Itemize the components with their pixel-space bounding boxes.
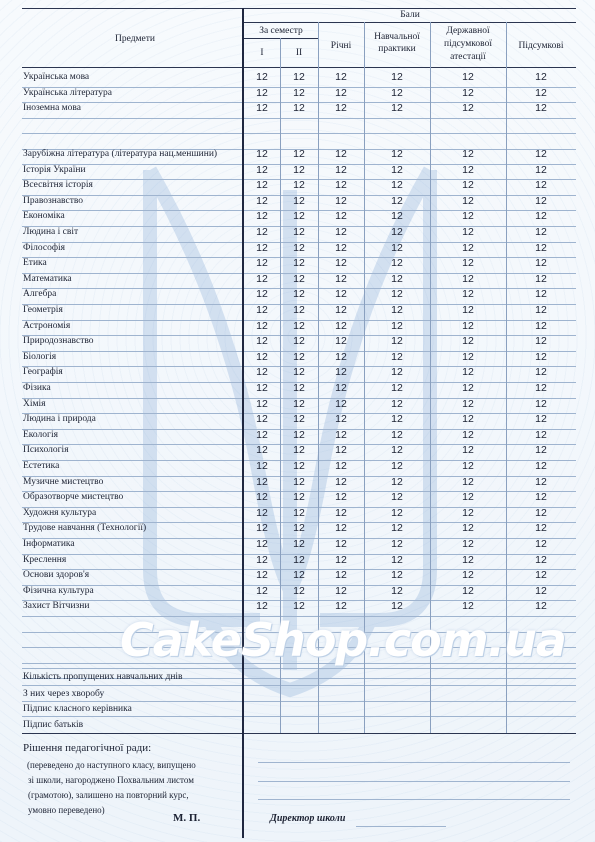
score-cell: 12 xyxy=(462,257,474,270)
score-cell: 12 xyxy=(256,179,268,192)
score-cell: 12 xyxy=(535,288,547,301)
score-cell: 12 xyxy=(256,288,268,301)
subject-name: Природознавство xyxy=(23,336,94,347)
header-bottom-rule xyxy=(22,67,576,68)
score-cell: 12 xyxy=(293,102,305,115)
score-cell: 12 xyxy=(293,522,305,535)
score-cell: 12 xyxy=(391,428,403,441)
subject-name: Всесвітня історія xyxy=(23,180,93,191)
subject-name: Астрономія xyxy=(23,320,71,331)
decision-line-1: (переведено до наступного класу, випущено xyxy=(27,760,196,770)
score-cell: 12 xyxy=(335,475,347,488)
score-cell: 12 xyxy=(535,241,547,254)
subject-name: Фізична культура xyxy=(23,585,94,596)
score-cell: 12 xyxy=(335,428,347,441)
score-cell: 12 xyxy=(335,600,347,613)
subject-name: Етика xyxy=(23,258,47,269)
score-cell: 12 xyxy=(535,163,547,176)
subject-name: Філософія xyxy=(23,242,66,253)
score-cell: 12 xyxy=(535,584,547,597)
score-cell: 12 xyxy=(335,522,347,535)
subject-name: Психологія xyxy=(23,445,69,456)
score-cell: 12 xyxy=(462,506,474,519)
score-cell: 12 xyxy=(335,241,347,254)
score-cell: 12 xyxy=(462,102,474,115)
score-cell: 12 xyxy=(335,382,347,394)
score-cell: 12 xyxy=(462,241,474,254)
score-cell: 12 xyxy=(462,584,474,597)
score-cell: 12 xyxy=(391,102,403,115)
score-cell: 12 xyxy=(535,86,547,99)
score-cell: 12 xyxy=(391,71,403,83)
score-cell: 12 xyxy=(391,553,403,566)
score-cell: 12 xyxy=(535,366,547,379)
row-rule xyxy=(22,118,576,119)
score-cell: 12 xyxy=(256,382,268,394)
score-cell: 12 xyxy=(256,366,268,379)
header-state-2: підсумкової xyxy=(444,39,492,49)
score-cell: 12 xyxy=(256,272,268,285)
score-cell: 12 xyxy=(256,194,268,207)
score-cell: 12 xyxy=(535,475,547,488)
score-cell: 12 xyxy=(293,304,305,316)
score-cell: 12 xyxy=(462,319,474,332)
score-cell: 12 xyxy=(335,350,347,363)
header-scores: Бали xyxy=(400,10,420,20)
subject-name: Історія України xyxy=(23,164,86,175)
footer-teacher-signature: Підпис класного керівника xyxy=(23,704,132,714)
score-cell: 12 xyxy=(256,257,268,270)
watermark-text: CakeShop.com.ua xyxy=(120,613,566,667)
score-cell: 12 xyxy=(256,600,268,613)
footer-missed-days: Кількість пропущених навчальних днів xyxy=(23,672,183,682)
decision-line-3: (грамотою), залишено на повторний курс, xyxy=(28,790,189,800)
footer-parent-signature: Підпис батьків xyxy=(23,720,84,730)
score-cell: 12 xyxy=(462,272,474,285)
score-cell: 12 xyxy=(535,148,547,160)
header-annual: Річні xyxy=(330,41,352,51)
score-cell: 12 xyxy=(391,522,403,535)
score-cell: 12 xyxy=(256,506,268,519)
subject-name: Естетика xyxy=(23,461,60,471)
subject-name: Правознавство xyxy=(23,195,84,206)
header-semester: За семестр xyxy=(259,26,303,36)
score-cell: 12 xyxy=(335,226,347,238)
score-cell: 12 xyxy=(462,194,474,207)
score-cell: 12 xyxy=(391,194,403,207)
score-cell: 12 xyxy=(256,569,268,582)
score-cell: 12 xyxy=(391,584,403,597)
score-cell: 12 xyxy=(293,335,305,348)
footer-sick-days: З них через хворобу xyxy=(23,689,105,699)
score-cell: 12 xyxy=(293,475,305,488)
score-cell: 12 xyxy=(256,413,268,426)
score-cell: 12 xyxy=(535,397,547,410)
score-cell: 12 xyxy=(462,148,474,160)
score-cell: 12 xyxy=(535,382,547,394)
score-cell: 12 xyxy=(335,506,347,519)
stamp-label: М. П. xyxy=(173,812,201,824)
score-cell: 12 xyxy=(256,428,268,441)
score-cell: 12 xyxy=(335,257,347,270)
score-cell: 12 xyxy=(462,179,474,192)
row-rule xyxy=(22,701,576,702)
score-cell: 12 xyxy=(535,272,547,285)
header-semester-rule xyxy=(244,38,318,39)
score-cell: 12 xyxy=(293,428,305,441)
score-cell: 12 xyxy=(293,163,305,176)
score-cell: 12 xyxy=(462,304,474,316)
score-cell: 12 xyxy=(256,397,268,410)
score-cell: 12 xyxy=(335,272,347,285)
subject-name: Алгебра xyxy=(23,289,57,300)
score-cell: 12 xyxy=(335,194,347,207)
score-cell: 12 xyxy=(535,538,547,550)
score-cell: 12 xyxy=(335,335,347,348)
score-cell: 12 xyxy=(391,569,403,582)
subject-name: Біологія xyxy=(23,351,57,362)
score-cell: 12 xyxy=(335,163,347,176)
score-cell: 12 xyxy=(256,226,268,238)
score-cell: 12 xyxy=(535,553,547,566)
subject-name: Образотворче мистецтво xyxy=(23,492,124,503)
score-cell: 12 xyxy=(293,210,305,223)
score-cell: 12 xyxy=(391,241,403,254)
score-cell: 12 xyxy=(391,86,403,99)
subject-name: Хімія xyxy=(23,398,46,409)
score-cell: 12 xyxy=(256,475,268,488)
header-sem2: II xyxy=(295,48,303,58)
score-cell: 12 xyxy=(256,86,268,99)
subject-name: Фізика xyxy=(23,383,51,393)
score-cell: 12 xyxy=(535,194,547,207)
score-cell: 12 xyxy=(391,257,403,270)
score-cell: 12 xyxy=(462,86,474,99)
score-cell: 12 xyxy=(535,210,547,223)
decision-line-2: зі школи, нагороджено Похвальним листом xyxy=(28,775,194,785)
score-cell: 12 xyxy=(535,491,547,504)
header-state-3: атестації xyxy=(450,52,486,62)
score-cell: 12 xyxy=(462,600,474,613)
subject-name: Трудове навчання (Технології) xyxy=(23,523,147,534)
subject-name: Зарубіжна література (література нац.меншини) xyxy=(23,149,218,159)
score-cell: 12 xyxy=(293,226,305,238)
score-cell: 12 xyxy=(462,71,474,83)
score-cell: 12 xyxy=(335,148,347,160)
score-cell: 12 xyxy=(462,522,474,535)
score-cell: 12 xyxy=(293,319,305,332)
score-cell: 12 xyxy=(335,460,347,472)
score-cell: 12 xyxy=(462,460,474,472)
score-cell: 12 xyxy=(391,350,403,363)
score-cell: 12 xyxy=(256,304,268,316)
header-practice-1: Навчальної xyxy=(374,32,420,42)
score-cell: 12 xyxy=(535,319,547,332)
score-cell: 12 xyxy=(293,148,305,160)
score-cell: 12 xyxy=(256,335,268,348)
score-cell: 12 xyxy=(462,397,474,410)
score-cell: 12 xyxy=(256,71,268,83)
score-cell: 12 xyxy=(293,288,305,301)
score-cell: 12 xyxy=(462,226,474,238)
score-cell: 12 xyxy=(293,491,305,504)
score-cell: 12 xyxy=(462,491,474,504)
score-cell: 12 xyxy=(335,71,347,83)
score-cell: 12 xyxy=(335,413,347,426)
header-practice-2: практики xyxy=(378,44,416,54)
score-cell: 12 xyxy=(256,460,268,472)
subject-name: Художня культура xyxy=(23,507,97,518)
score-cell: 12 xyxy=(335,444,347,457)
score-cell: 12 xyxy=(293,241,305,254)
score-cell: 12 xyxy=(462,569,474,582)
score-cell: 12 xyxy=(462,366,474,379)
score-cell: 12 xyxy=(462,335,474,348)
score-cell: 12 xyxy=(293,413,305,426)
score-cell: 12 xyxy=(256,584,268,597)
score-cell: 12 xyxy=(391,163,403,176)
score-cell: 12 xyxy=(256,148,268,160)
score-cell: 12 xyxy=(335,319,347,332)
subject-name: Екологія xyxy=(23,429,58,440)
table-bottom-rule xyxy=(22,733,576,734)
score-cell: 12 xyxy=(391,506,403,519)
score-cell: 12 xyxy=(335,538,347,550)
decision-line xyxy=(258,781,570,782)
score-cell: 12 xyxy=(535,179,547,192)
score-cell: 12 xyxy=(335,210,347,223)
score-cell: 12 xyxy=(462,538,474,550)
score-cell: 12 xyxy=(391,413,403,426)
score-cell: 12 xyxy=(293,538,305,550)
subject-name: Математика xyxy=(23,273,72,284)
score-cell: 12 xyxy=(293,569,305,582)
subject-name: Захист Вітчизни xyxy=(23,601,90,612)
score-cell: 12 xyxy=(335,584,347,597)
score-cell: 12 xyxy=(462,210,474,223)
score-cell: 12 xyxy=(535,335,547,348)
header-subjects: Предмети xyxy=(115,34,155,44)
score-cell: 12 xyxy=(256,102,268,115)
score-cell: 12 xyxy=(462,428,474,441)
score-cell: 12 xyxy=(391,210,403,223)
score-cell: 12 xyxy=(293,86,305,99)
score-cell: 12 xyxy=(293,382,305,394)
score-cell: 12 xyxy=(391,491,403,504)
score-cell: 12 xyxy=(391,460,403,472)
score-cell: 12 xyxy=(462,475,474,488)
score-cell: 12 xyxy=(391,538,403,550)
score-cell: 12 xyxy=(535,304,547,316)
score-cell: 12 xyxy=(256,553,268,566)
director-signature-line xyxy=(356,826,446,827)
score-cell: 12 xyxy=(256,491,268,504)
score-cell: 12 xyxy=(391,397,403,410)
score-cell: 12 xyxy=(535,600,547,613)
header-state-1: Державної xyxy=(446,26,490,36)
score-cell: 12 xyxy=(293,553,305,566)
subject-name: Креслення xyxy=(23,554,67,565)
header-scores-rule xyxy=(244,22,576,23)
score-cell: 12 xyxy=(462,413,474,426)
score-cell: 12 xyxy=(293,444,305,457)
score-cell: 12 xyxy=(335,86,347,99)
score-cell: 12 xyxy=(335,397,347,410)
decision-line xyxy=(258,762,570,763)
score-cell: 12 xyxy=(535,569,547,582)
score-cell: 12 xyxy=(335,179,347,192)
score-cell: 12 xyxy=(293,350,305,363)
score-cell: 12 xyxy=(335,569,347,582)
score-cell: 12 xyxy=(391,226,403,238)
score-cell: 12 xyxy=(535,71,547,83)
score-cell: 12 xyxy=(535,522,547,535)
score-cell: 12 xyxy=(256,163,268,176)
subject-name: Економіка xyxy=(23,211,65,222)
score-cell: 12 xyxy=(391,179,403,192)
score-cell: 12 xyxy=(293,397,305,410)
score-cell: 12 xyxy=(391,600,403,613)
score-cell: 12 xyxy=(293,272,305,285)
score-cell: 12 xyxy=(293,584,305,597)
score-cell: 12 xyxy=(293,460,305,472)
score-cell: 12 xyxy=(293,600,305,613)
score-cell: 12 xyxy=(293,366,305,379)
decision-line-4: умовно переведено) xyxy=(28,805,105,815)
header-top-rule xyxy=(22,8,576,9)
score-cell: 12 xyxy=(535,350,547,363)
score-cell: 12 xyxy=(535,413,547,426)
score-cell: 12 xyxy=(256,241,268,254)
score-cell: 12 xyxy=(335,288,347,301)
score-cell: 12 xyxy=(256,319,268,332)
score-cell: 12 xyxy=(535,428,547,441)
subject-name: Основи здоров'я xyxy=(23,570,90,581)
score-cell: 12 xyxy=(391,382,403,394)
score-cell: 12 xyxy=(462,382,474,394)
score-cell: 12 xyxy=(293,506,305,519)
score-cell: 12 xyxy=(462,444,474,457)
score-cell: 12 xyxy=(391,319,403,332)
header-final: Підсумкові xyxy=(518,41,564,51)
score-cell: 12 xyxy=(335,366,347,379)
score-cell: 12 xyxy=(256,444,268,457)
score-cell: 12 xyxy=(335,491,347,504)
score-cell: 12 xyxy=(535,257,547,270)
score-cell: 12 xyxy=(462,288,474,301)
score-cell: 12 xyxy=(391,444,403,457)
score-cell: 12 xyxy=(256,522,268,535)
score-cell: 12 xyxy=(293,257,305,270)
score-cell: 12 xyxy=(335,553,347,566)
score-cell: 12 xyxy=(256,538,268,550)
subject-name: Українська мова xyxy=(23,72,90,82)
subject-name: Музичне мистецтво xyxy=(23,476,104,487)
score-cell: 12 xyxy=(462,350,474,363)
score-cell: 12 xyxy=(293,194,305,207)
subject-name: Географія xyxy=(23,367,63,378)
score-cell: 12 xyxy=(335,304,347,316)
score-cell: 12 xyxy=(462,163,474,176)
score-cell: 12 xyxy=(535,444,547,457)
header-sem1: I xyxy=(260,48,264,58)
decision-title: Рішення педагогічної ради: xyxy=(23,742,152,754)
score-cell: 12 xyxy=(391,304,403,316)
score-cell: 12 xyxy=(391,366,403,379)
score-cell: 12 xyxy=(391,335,403,348)
score-cell: 12 xyxy=(535,506,547,519)
score-cell: 12 xyxy=(535,226,547,238)
subject-name: Людина і природа xyxy=(23,414,96,425)
subject-name: Українська література xyxy=(23,87,113,98)
subject-name: Геометрія xyxy=(23,305,63,315)
decision-line xyxy=(258,799,570,800)
row-rule xyxy=(22,133,576,134)
score-cell: 12 xyxy=(256,350,268,363)
score-cell: 12 xyxy=(335,102,347,115)
score-cell: 12 xyxy=(391,148,403,160)
subject-name: Людина і світ xyxy=(23,227,79,237)
score-cell: 12 xyxy=(256,210,268,223)
score-cell: 12 xyxy=(391,272,403,285)
row-rule xyxy=(22,716,576,717)
subject-name: Іноземна мова xyxy=(23,103,81,114)
score-cell: 12 xyxy=(462,553,474,566)
score-cell: 12 xyxy=(535,102,547,115)
director-label: Директор школи xyxy=(270,813,346,824)
score-cell: 12 xyxy=(293,179,305,192)
score-cell: 12 xyxy=(391,288,403,301)
score-cell: 12 xyxy=(293,71,305,83)
score-cell: 12 xyxy=(535,460,547,472)
score-cell: 12 xyxy=(391,475,403,488)
subject-name: Інформатика xyxy=(23,539,75,549)
